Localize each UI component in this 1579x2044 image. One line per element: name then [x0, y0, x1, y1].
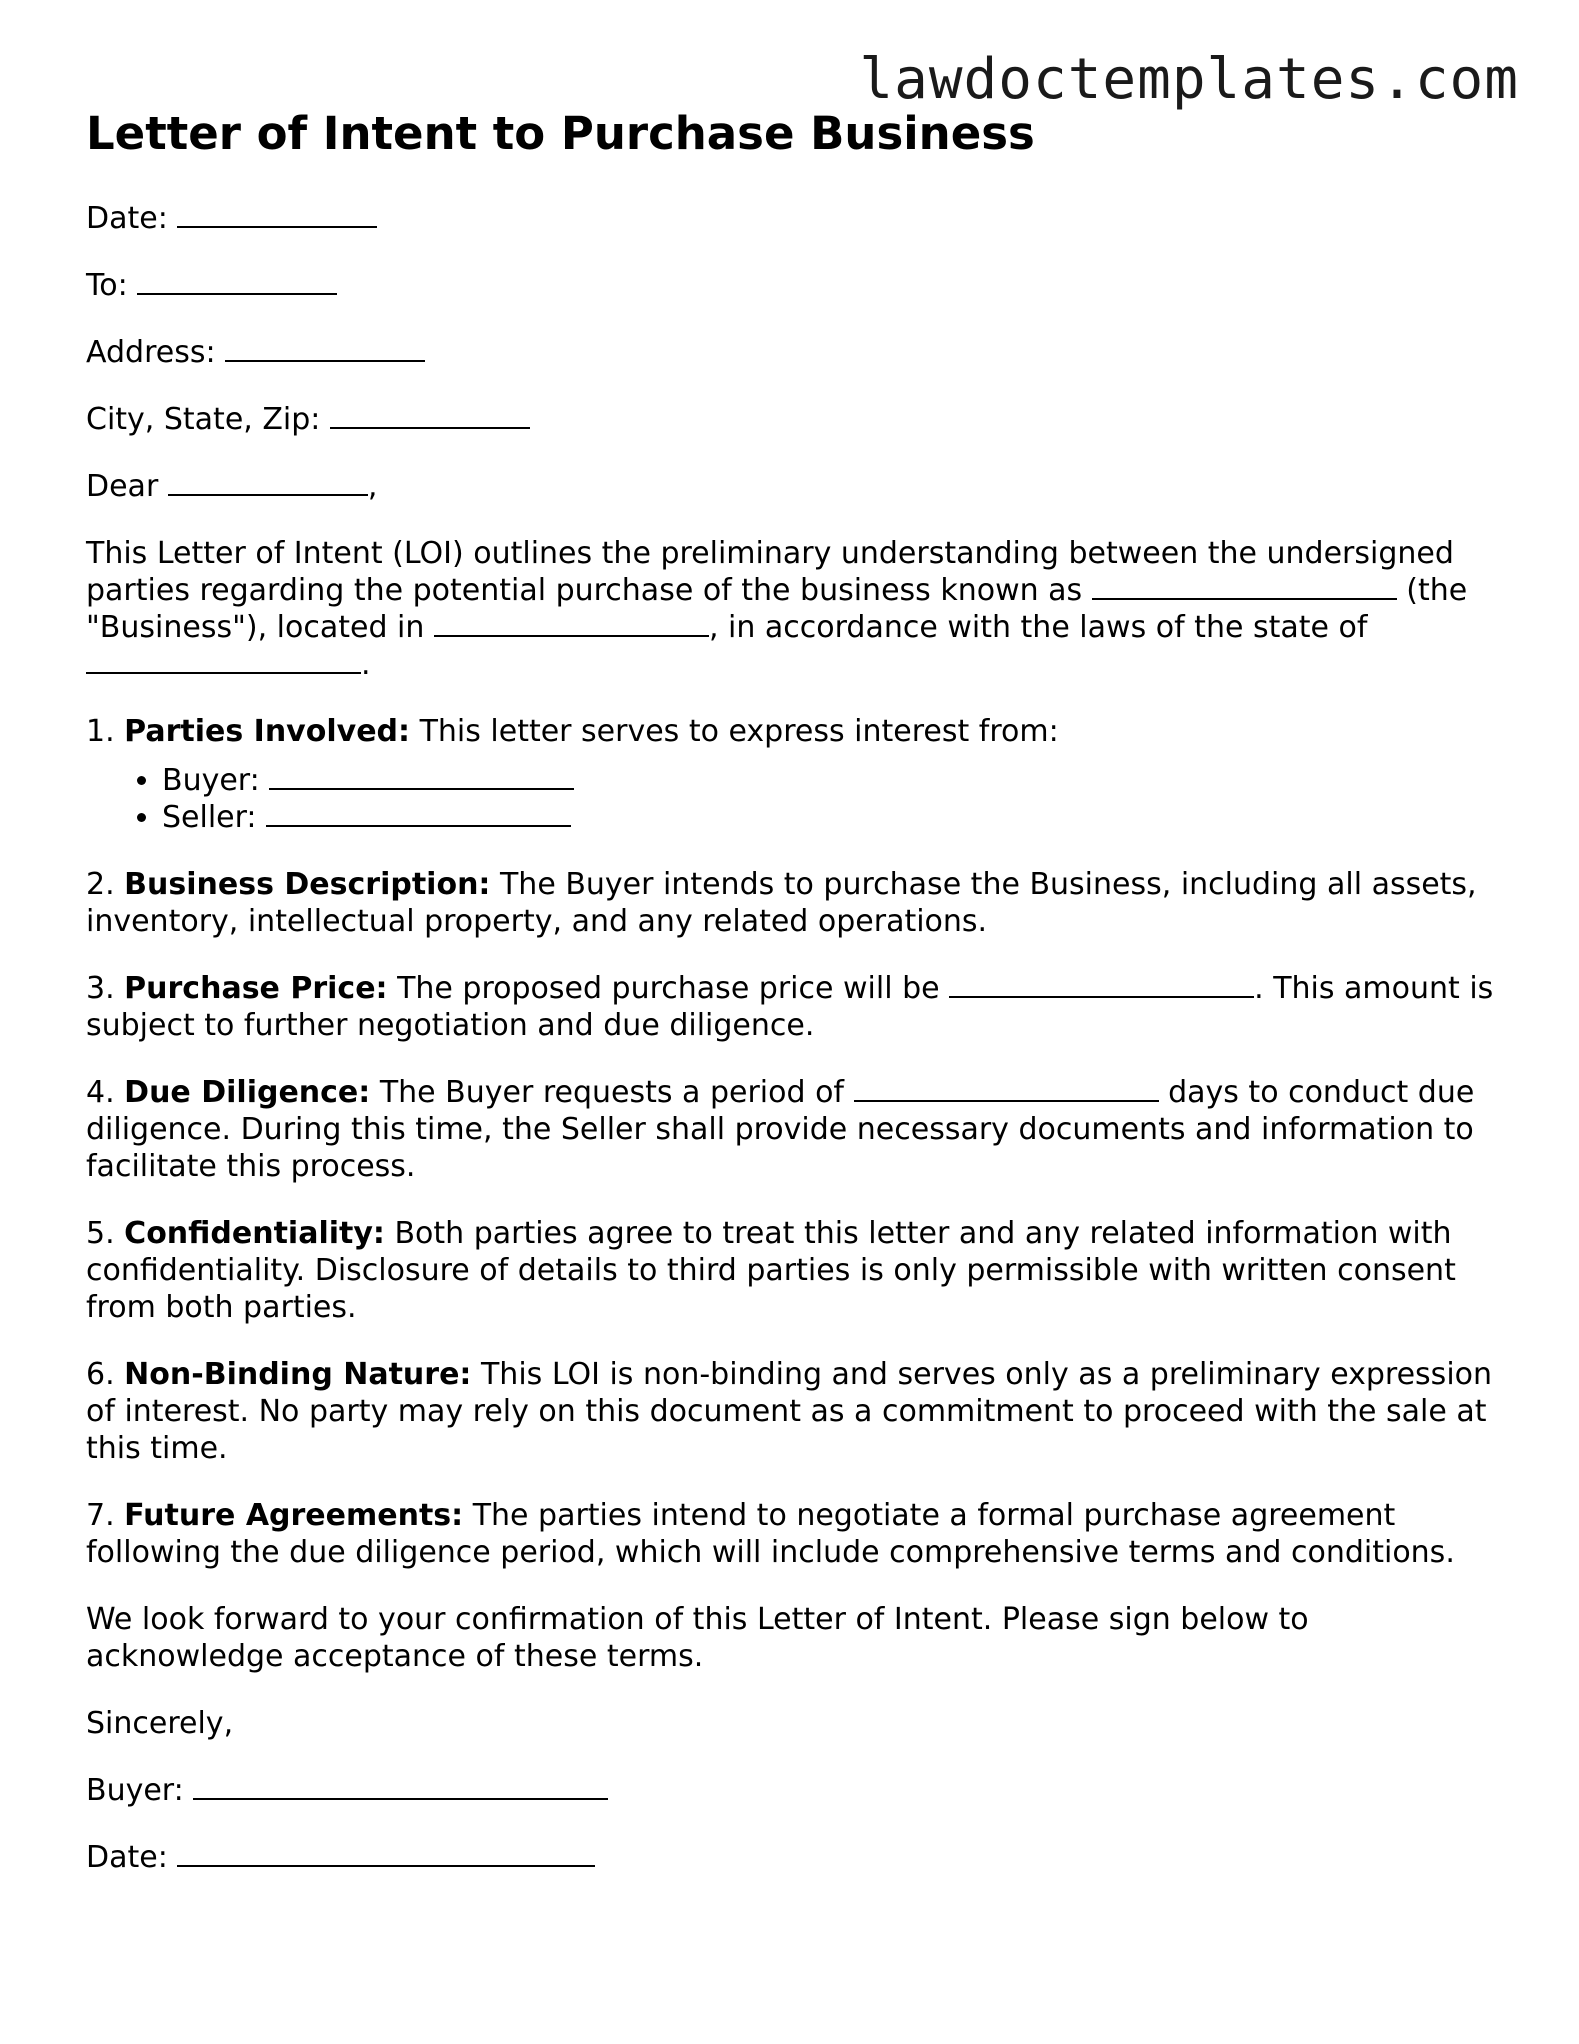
- section-7-text: The parties intend to negotiate a formal purchase agreement following the due diligence period, which will include comprehensive terms and conditions.: [86, 1498, 1455, 1570]
- intro-text-2: (the "Business"), located in: [86, 573, 1468, 645]
- date-label: Date:: [86, 201, 168, 236]
- intro-text-1: This Letter of Intent (LOI) outlines the preliminary understanding between the undersigned parties regarding the potential purchase of the business known as: [86, 536, 1454, 608]
- closing-paragraph: We look forward to your confirmation of this Letter of Intent. Please sign below to acknowledge acceptance of these terms.: [86, 1602, 1309, 1674]
- section-6-text: This LOI is non-binding and serves only as a preliminary expression of interest. No party may rely on this document as a commitment to proceed with the sale at this time.: [86, 1357, 1493, 1466]
- date-line: [86, 200, 1506, 237]
- dear-label: Dear: [86, 469, 159, 504]
- signature-date-line: [86, 1839, 1506, 1876]
- section-1-number: 1.: [86, 714, 115, 749]
- section-5-text: Both parties agree to treat this letter and any related information with confidentiality. Disclosure of details to third parties is only permissible with written consent from both parties.: [86, 1216, 1456, 1325]
- list-item-buyer: [162, 762, 1506, 799]
- intro-paragraph: [86, 535, 1506, 683]
- section-5-heading: Confidentiality:: [124, 1216, 385, 1251]
- governing-state-blank[interactable]: [86, 646, 361, 674]
- city-line: [86, 401, 1506, 438]
- document-body: [86, 104, 1506, 1906]
- section-3-heading: Purchase Price:: [124, 971, 388, 1006]
- section-2-number: 2.: [86, 867, 115, 902]
- section-2-heading: Business Description:: [124, 867, 491, 902]
- signoff: Sincerely,: [86, 1706, 234, 1741]
- salutation-line: [86, 468, 1506, 505]
- signature-buyer-line: [86, 1772, 1506, 1809]
- dear-suffix: ,: [367, 469, 378, 504]
- section-4-number: 4.: [86, 1075, 115, 1110]
- intro-text-3: , in accordance with the laws of the state of: [708, 610, 1368, 645]
- section-7-number: 7.: [86, 1498, 115, 1533]
- section-2: [86, 866, 1506, 940]
- address-blank[interactable]: [225, 334, 425, 362]
- section-2-text: The Buyer intends to purchase the Business, including all assets, inventory, intellectual property, and any related operations.: [86, 867, 1477, 939]
- seller-label: Seller:: [162, 800, 257, 835]
- section-1: [86, 713, 1506, 750]
- business-location-blank[interactable]: [434, 609, 709, 637]
- section-6: [86, 1356, 1506, 1467]
- to-label: To:: [86, 268, 128, 303]
- section-4-heading: Due Diligence:: [124, 1075, 371, 1110]
- section-5-number: 5.: [86, 1216, 115, 1251]
- section-4: [86, 1074, 1506, 1185]
- section-5: [86, 1215, 1506, 1326]
- section-3-text-before: The proposed purchase price will be: [397, 971, 940, 1006]
- section-6-heading: Non-Binding Nature:: [124, 1357, 472, 1392]
- seller-blank[interactable]: [266, 799, 571, 827]
- buyer-blank[interactable]: [269, 762, 574, 790]
- intro-text-4: .: [361, 647, 371, 682]
- site-watermark: lawdoctemplates.com: [859, 47, 1519, 112]
- signature-date-label: Date:: [86, 1840, 168, 1875]
- signature-date-blank[interactable]: [177, 1839, 595, 1867]
- parties-list: [86, 762, 1506, 836]
- date-blank[interactable]: [177, 200, 377, 228]
- address-line: [86, 334, 1506, 371]
- section-1-heading: Parties Involved:: [124, 714, 411, 749]
- page-title: Letter of Intent to Purchase Business: [86, 107, 1035, 160]
- section-3: [86, 970, 1506, 1044]
- list-item-seller: [162, 799, 1506, 836]
- signature-buyer-label: Buyer:: [86, 1773, 184, 1808]
- dear-blank[interactable]: [168, 468, 368, 496]
- section-3-number: 3.: [86, 971, 115, 1006]
- section-6-number: 6.: [86, 1357, 115, 1392]
- section-7-heading: Future Agreements:: [124, 1498, 464, 1533]
- section-7: [86, 1497, 1506, 1571]
- to-line: [86, 267, 1506, 304]
- buyer-label: Buyer:: [162, 763, 260, 798]
- city-label: City, State, Zip:: [86, 402, 321, 437]
- section-1-text: This letter serves to express interest from:: [419, 714, 1059, 749]
- to-blank[interactable]: [137, 267, 337, 295]
- signature-buyer-blank[interactable]: [193, 1772, 608, 1800]
- section-4-text-after: days to conduct due diligence. During this time, the Seller shall provide necessary documents and information to facilitate this process.: [86, 1075, 1475, 1184]
- city-blank[interactable]: [330, 401, 530, 429]
- address-label: Address:: [86, 335, 216, 370]
- purchase-price-blank[interactable]: [949, 970, 1254, 998]
- section-4-text-before: The Buyer requests a period of: [379, 1075, 844, 1110]
- section-3-text-after: . This amount is subject to further negotiation and due diligence.: [86, 971, 1494, 1043]
- due-diligence-days-blank[interactable]: [854, 1074, 1159, 1102]
- business-name-blank[interactable]: [1092, 572, 1397, 600]
